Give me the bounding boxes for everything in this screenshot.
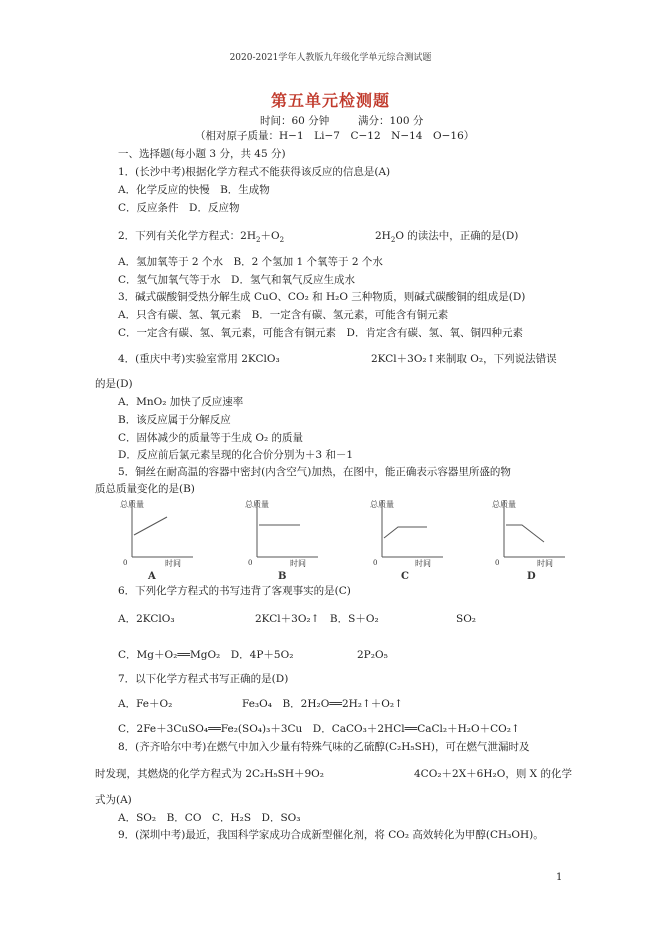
graph-c bbox=[365, 495, 465, 583]
graph-a-origin: 0 bbox=[123, 559, 128, 567]
question-2-number: 2． bbox=[118, 230, 136, 242]
question-8-options: A．SO₂ B．CO C．H₂S D．SO₃ bbox=[118, 812, 301, 824]
question-6-option-b-right: SO₂ bbox=[456, 613, 477, 625]
question-3-options-ab: A．只含有碳、氢、氧元素 B．一定含有碳、氢元素，可能含有铜元素 bbox=[118, 309, 449, 321]
graph-c-curve bbox=[384, 527, 427, 538]
question-6-option-a-left: A．2KClO₃ bbox=[118, 613, 175, 625]
question-9-stem: 9．(深圳中考)最近，我国科学家成功合成新型催化剂，将 CO₂ 高效转化为甲醇(CH₃OH)。 bbox=[118, 829, 544, 841]
graph-c-ylabel: 总质量 bbox=[370, 500, 394, 509]
question-4-option-b: B．该反应属于分解反应 bbox=[118, 414, 231, 426]
question-4-option-d: D．反应前后氯元素呈现的化合价分别为＋3 和－1 bbox=[118, 449, 354, 461]
question-2-text-c: ＋O bbox=[260, 230, 280, 242]
question-1-options-cd: C．反应条件 D．反应物 bbox=[118, 202, 240, 214]
question-2-text-e: 2H bbox=[375, 230, 391, 242]
question-4-stem-cont: 的是(D) bbox=[95, 378, 133, 390]
page-number: 1 bbox=[556, 872, 563, 883]
question-2-stem-right bbox=[375, 230, 518, 243]
question-7-options-cd: C．2Fe＋3CuSO₄══Fe₂(SO₄)₃＋3Cu D．CaCO₃＋2HCl══CaCl₂＋H₂O＋CO₂↑ bbox=[118, 723, 520, 735]
question-5-stem: 5．铜丝在耐高温的容器中密封(内含空气)加热，在图中，能正确表示容器里所盛的物 bbox=[118, 466, 511, 478]
graph-a bbox=[115, 495, 215, 583]
question-4-option-c: C．固体减少的质量等于生成 O₂ 的质量 bbox=[118, 432, 304, 444]
graph-b-xlabel: 时间 bbox=[290, 559, 306, 568]
graph-b-origin: 0 bbox=[248, 559, 253, 567]
graph-b-ylabel: 总质量 bbox=[245, 500, 269, 509]
question-2-sub-c: 2 bbox=[390, 236, 396, 245]
graph-c-label: C bbox=[401, 571, 409, 582]
question-2-options-ab: A．氢加氧等于 2 个水 B．2 个氢加 1 个氧等于 2 个水 bbox=[118, 256, 383, 268]
question-4-option-a: A．MnO₂ 加快了反应速率 bbox=[118, 396, 244, 408]
question-2-text-g: O 的读法中，正确的是(D) bbox=[395, 230, 519, 242]
graph-b-label: B bbox=[278, 571, 287, 582]
question-5-stem-cont: 质总质量变化的是(B) bbox=[95, 483, 195, 495]
graph-d-label: D bbox=[527, 571, 536, 582]
graph-a-ylabel: 总质量 bbox=[120, 500, 144, 509]
exam-time: 时间：60 分钟 bbox=[260, 115, 330, 127]
graph-d-origin: 0 bbox=[495, 559, 500, 567]
graph-c-xlabel: 时间 bbox=[415, 559, 431, 568]
graph-d-xlabel: 时间 bbox=[537, 559, 553, 568]
question-7-option-a-right: Fe₃O₄ B．2H₂O══2H₂↑＋O₂↑ bbox=[242, 698, 403, 710]
question-7-option-a-left: A．Fe＋O₂ bbox=[118, 698, 173, 710]
question-2-text-a: 下列有关化学方程式：2H bbox=[135, 230, 257, 242]
graph-a-xlabel: 时间 bbox=[165, 559, 181, 568]
question-8-cont-right: 4CO₂＋2X＋6H₂O，则 X 的化学 bbox=[414, 768, 572, 780]
question-8-cont2: 式为(A) bbox=[95, 794, 132, 806]
page-header: 2020-2021学年人教版九年级化学单元综合测试题 bbox=[229, 53, 432, 63]
question-2-sub-b: 2 bbox=[279, 236, 285, 245]
question-4-stem-right: 2KCl＋3O₂↑来制取 O₂，下列说法错误 bbox=[371, 353, 557, 365]
question-6-stem: 6．下列化学方程式的书写违背了客观事实的是(C) bbox=[118, 585, 351, 597]
question-1-options-ab: A．化学反应的快慢 B．生成物 bbox=[118, 184, 270, 196]
page-title: 第五单元检测题 bbox=[270, 91, 390, 110]
question-2-options-cd: C．氢气加氧气等于水 D．氢气和氧气反应生成水 bbox=[118, 274, 355, 286]
question-8-stem: 8．(齐齐哈尔中考)在燃气中加入少量有特殊气味的乙硫醇(C₂H₅SH)，可在燃气泄漏时及 bbox=[118, 741, 530, 753]
exam-score: 满分：100 分 bbox=[358, 115, 424, 127]
question-4-stem-left: 4．(重庆中考)实验室常用 2KClO₃ bbox=[118, 353, 280, 365]
question-6-option-a-right: 2KCl＋3O₂↑ B．S＋O₂ bbox=[255, 613, 379, 625]
graph-c-origin: 0 bbox=[373, 559, 378, 567]
graph-a-curve bbox=[134, 517, 167, 535]
graph-d-curve bbox=[506, 525, 544, 542]
question-6-option-d-right: 2P₂O₅ bbox=[357, 649, 388, 661]
question-2-stem bbox=[118, 230, 284, 243]
graph-b bbox=[240, 495, 340, 583]
atomic-masses: （相对原子质量：H−1 Li−7 C−12 N−14 O−16） bbox=[195, 130, 475, 142]
question-2-sub-a: 2 bbox=[256, 236, 261, 245]
graph-a-label: A bbox=[148, 571, 156, 582]
section-heading: 一、选择题(每小题 3 分，共 45 分) bbox=[118, 148, 286, 160]
question-1-stem: 1．(长沙中考)根据化学方程式不能获得该反应的信息是(A) bbox=[118, 166, 391, 178]
question-7-stem: 7．以下化学方程式书写正确的是(D) bbox=[118, 673, 289, 685]
graph-d-ylabel: 总质量 bbox=[492, 500, 516, 509]
question-3-options-cd: C．一定含有碳、氢、氧元素，可能含有铜元素 D．肯定含有碳、氢、氧、铜四种元素 bbox=[118, 327, 523, 339]
question-8-cont-left: 时发现，其燃烧的化学方程式为 2C₂H₅SH＋9O₂ bbox=[95, 768, 324, 780]
question-3-stem: 3．碱式碳酸铜受热分解生成 CuO、CO₂ 和 H₂O 三种物质，则碱式碳酸铜的组成是(D) bbox=[118, 291, 526, 303]
question-6-option-cd: C．Mg＋O₂══MgO₂ D．4P＋5O₂ bbox=[118, 649, 294, 661]
graph-d bbox=[487, 495, 587, 583]
